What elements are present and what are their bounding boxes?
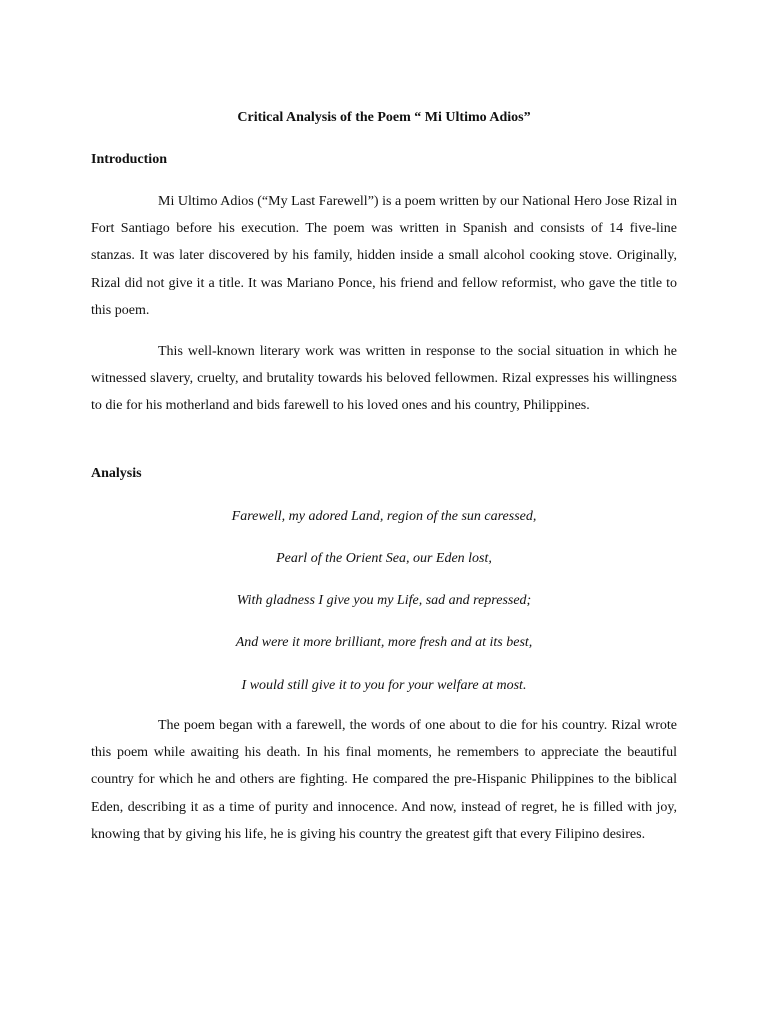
verse-line-4: And were it more brilliant, more fresh and at its best, [235,635,533,650]
verse-line-2: Pearl of the Orient Sea, our Eden lost, [276,551,492,566]
document-page [91,0,677,1024]
analysis-heading: Analysis [91,466,142,481]
document-title: Critical Analysis of the Poem “ Mi Ultimo Adios” [237,110,531,125]
verse-line-5: I would still give it to you for your welfare at most. [241,678,527,693]
verse-line-1: Farewell, my adored Land, region of the sun caressed, [231,509,537,524]
verse-line-3: With gladness I give you my Life, sad and repressed; [236,593,532,608]
introduction-heading: Introduction [91,152,167,167]
analysis-paragraph-1: The poem began with a farewell, the words of one about to die for his country. Rizal wrote this poem while awaiting his death. In his final moments, he remembers to appreciate the beautiful country for which he and others are fighting. He compared the pre-Hispanic Philippines to the biblical Eden, describing it as a time of purity and innocence. And now, instead of regret, he is filled with joy, knowing that by giving his life, he is giving his country the greatest gift that every Filipino desires. [91,718,677,842]
introduction-paragraph-1: Mi Ultimo Adios (“My Last Farewell”) is a poem written by our National Hero Jose Rizal in Fort Santiago before his execution. The poem was written in Spanish and consists of 14 five-line stanzas. It was later discovered by his family, hidden inside a small alcohol cooking stove. Originally, Rizal did not give it a title. It was Mariano Ponce, his friend and fellow reformist, who gave the title to this poem. [91,194,677,318]
introduction-paragraph-2: This well-known literary work was written in response to the social situation in which he witnessed slavery, cruelty, and brutality towards his beloved fellowmen. Rizal expresses his willingness to die for his motherland and bids farewell to his loved ones and his country, Philippines. [91,344,677,414]
